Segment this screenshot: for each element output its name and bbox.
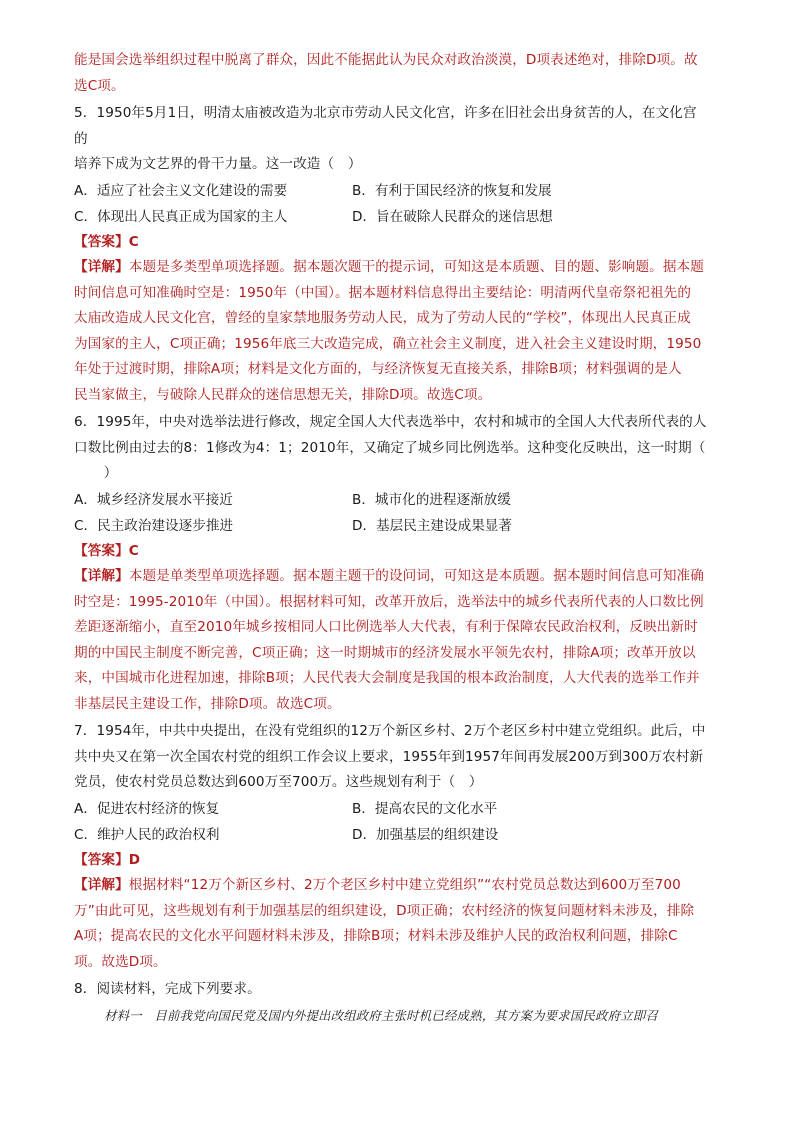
material-text: 材料一 目前我党向国民党及国内外提出改组政府主张时机已经成熟，其方案为要求国民政府立即召 (104, 1007, 658, 1023)
detail-line: 时间信息可知准确时空是：1950年（中国）。据本题材料信息得出主要结论：明清两代皇帝祭祀祖先的 (74, 284, 692, 301)
option-a: A．促进农村经济的恢复 (74, 800, 220, 817)
document-page (74, 48, 722, 1029)
detail-tag: 【详解】 (74, 259, 129, 275)
question-stem: 7．1954年，中共中央提出，在没有党组织的12万个新区乡村、2万个老区乡村中建立党组织。此后，中 (74, 723, 706, 739)
option-a: A．城乡经济发展水平接近 (74, 491, 233, 508)
question-stem: 5．1950年5月1日，明清太庙被改造为北京市劳动人民文化宫，许多在旧社会出身贫苦的人，在文化宫 (74, 105, 697, 121)
detail-tag: 【详解】 (74, 568, 129, 584)
detail-text: 本题是多类型单项选择题。据本题次题干的提示词，可知这是本质题、目的题、影响题。据本题 (128, 259, 704, 275)
option-c: C．体现出人民真正成为国家的主人 (74, 208, 288, 225)
detail-text: 根据材料“12万个新区乡村、2万个老区乡村中建立党组织”“农村党员总数达到600万至700 (128, 877, 681, 893)
detail-line: 非基层民主建设工作，排除D项。故选C项。 (74, 695, 341, 712)
question-stem: 党员，使农村党员总数达到600万至700万。这些规划有利于（ ） (74, 774, 483, 790)
detail-line: 年处于过渡时期，排除A项；材料是文化方面的，与经济恢复无直接关系，排除B项；材料强调的是人 (74, 361, 682, 377)
detail-tag: 【详解】 (74, 877, 129, 893)
option-d: D．基层民主建设成果显著 (352, 517, 512, 534)
detail-line: A项；提高农民的文化水平问题材料未涉及，排除B项；材料未涉及维护人民的政治权利问题，排除C (74, 928, 678, 944)
options-row (74, 513, 722, 539)
question-stem: 培养下成为文艺界的骨干力量。这一改造（ ） (74, 156, 362, 172)
option-b: B．城市化的进程逐渐放缓 (352, 491, 511, 508)
detail-line: 为国家的主人，C项正确；1956年底三大改造完成，确立社会主义制度，进入社会主义建设时期，1950 (74, 335, 702, 352)
answer-value: D (128, 851, 141, 868)
intro-block (74, 48, 722, 99)
answer-tag: 【答案】 (74, 542, 129, 559)
question-6 (74, 410, 722, 717)
detail-line (74, 564, 722, 590)
option-c: C．维护人民的政治权利 (74, 826, 220, 843)
detail-line (74, 255, 722, 281)
intro-line: 选C项。 (74, 77, 125, 94)
question-stem: 8．阅读材料，完成下列要求。 (74, 981, 261, 997)
option-b: B．提高农民的文化水平 (352, 800, 498, 817)
detail-line: 万”由此可见，这些规划有利于加强基层的组织建设，D项正确；农村经济的恢复问题材料未涉及，排除 (74, 902, 695, 919)
options-row (74, 487, 722, 513)
detail-line: 来，中国城市化进程加速，排除B项；人民代表大会制度是我国的根本政治制度，人大代表的选举工作并 (74, 670, 700, 686)
question-5 (74, 101, 722, 408)
question-8 (74, 977, 722, 1029)
answer-tag: 【答案】 (74, 233, 129, 250)
option-d: D．旨在破除人民群众的迷信思想 (352, 208, 553, 225)
option-d: D．加强基层的组织建设 (352, 826, 499, 843)
answer-value: C (128, 233, 139, 250)
option-a: A．适应了社会主义文化建设的需要 (74, 182, 288, 199)
detail-line: 时空是：1995-2010年（中国）。根据材料可知，改革开放后，选举法中的城乡代表所代表的人口数比例 (74, 593, 704, 610)
detail-line: 项。故选D项。 (74, 953, 167, 970)
answer-value: C (128, 542, 139, 559)
detail-line: 差距逐渐缩小，直至2010年城乡按相同人口比例选举人大代表，有利于保障农民政治权利，反映出新时 (74, 619, 698, 635)
options-row (74, 178, 722, 204)
options-row (74, 822, 722, 848)
question-stem: 的 (74, 130, 88, 147)
question-stem: 共中央又在第一次全国农村党的组织工作会议上要求，1955年到1957年间再发展200万到300万农村新 (74, 748, 704, 765)
detail-line: 太庙改造成人民文化宫，曾经的皇家禁地服务劳动人民，成为了劳动人民的“学校”，体现出人民真正成 (74, 310, 691, 326)
answer-line (74, 848, 722, 874)
question-7 (74, 719, 722, 975)
question-stem: ） (90, 465, 118, 481)
answer-tag: 【答案】 (74, 851, 129, 868)
option-c: C．民主政治建设逐步推进 (74, 517, 234, 534)
options-row (74, 204, 722, 230)
intro-line: 能是国会选举组织过程中脱离了群众，因此不能据此认为民众对政治淡漠，D项表述绝对，排除D项。故 (74, 52, 698, 68)
detail-line (74, 873, 722, 899)
answer-line (74, 230, 722, 256)
answer-line (74, 539, 722, 565)
option-b: B．有利于国民经济的恢复和发展 (352, 182, 552, 199)
question-stem: 口数比例由过去的8：1修改为4：1；2010年，又确定了城乡同比例选举。这种变化反映出，这一时期（ (74, 439, 706, 456)
detail-line: 民当家做主，与破除人民群众的迷信思想无关，排除D项。故选C项。 (74, 386, 492, 403)
detail-line: 期的中国民主制度不断完善，C项正确；这一时期城市的经济发展水平领先农村，排除A项；改革开放以 (74, 644, 696, 661)
detail-text: 本题是单类型单项选择题。据本题主题干的设问词，可知这是本质题。据本题时间信息可知准确 (128, 568, 704, 584)
question-stem: 6．1995年，中央对选举法进行修改，规定全国人大代表选举中，农村和城市的全国人大代表所代表的人 (74, 414, 707, 430)
options-row (74, 796, 722, 822)
